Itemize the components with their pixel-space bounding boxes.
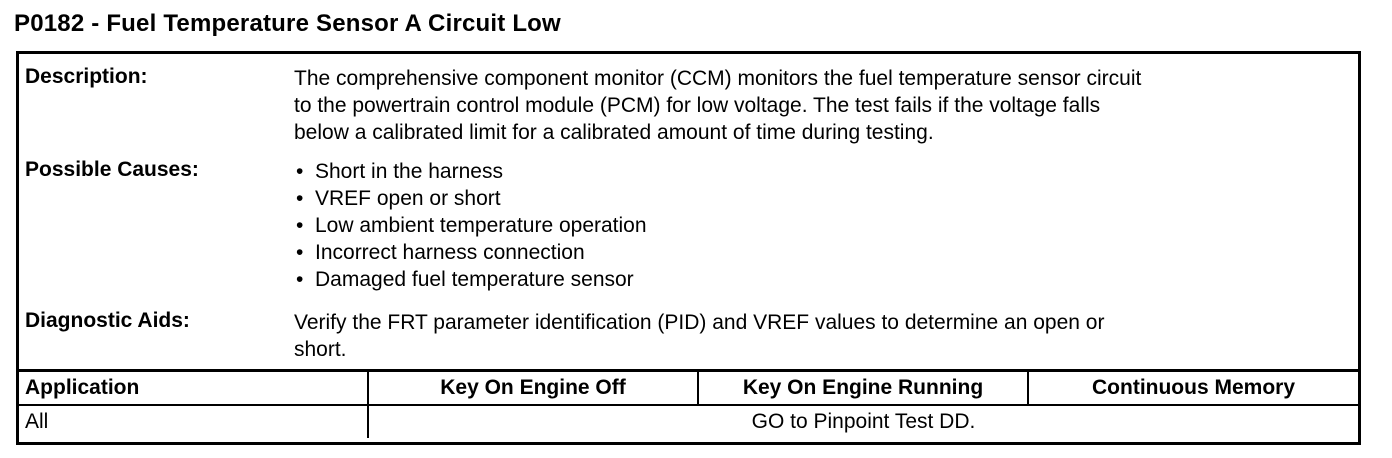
page-title: P0182 - Fuel Temperature Sensor A Circuit Low [14, 10, 561, 37]
description-line: to the powertrain control module (PCM) for low voltage. The test fails if the voltage falls [294, 94, 1101, 117]
description-line: below a calibrated limit for a calibrated amount of time during testing. [294, 121, 934, 144]
header-key-on-engine-off: Key On Engine Off [368, 371, 698, 406]
diagnostic-aids-line: Verify the FRT parameter identification (PID) and VREF values to determine an open or [294, 311, 1105, 334]
diagnostic-aids-label: Diagnostic Aids: [25, 309, 190, 332]
dtc-info-table [16, 51, 1361, 445]
cause-item: • Incorrect harness connection [294, 239, 1344, 266]
description-text [294, 65, 1344, 146]
possible-causes-label: Possible Causes: [25, 158, 199, 181]
possible-causes-content [294, 158, 1344, 293]
application-cell: All [19, 405, 368, 438]
header-continuous-memory: Continuous Memory [1028, 371, 1358, 406]
description-label: Description: [25, 65, 148, 88]
diagnostic-aids-text [294, 309, 1344, 363]
cause-item: • Short in the harness [294, 158, 1344, 185]
cause-item: • Damaged fuel temperature sensor [294, 266, 1344, 293]
header-key-on-engine-running: Key On Engine Running [698, 371, 1028, 406]
possible-causes-list [294, 158, 1344, 293]
application-header-row [19, 371, 1358, 406]
cause-item: • Low ambient temperature operation [294, 212, 1344, 239]
cause-item: • VREF open or short [294, 185, 1344, 212]
header-application: Application [19, 371, 368, 406]
table-row [19, 405, 1358, 438]
diagnostic-aids-line: short. [294, 338, 347, 361]
application-table [19, 369, 1358, 438]
pinpoint-test-cell: GO to Pinpoint Test DD. [368, 405, 1358, 438]
description-line: The comprehensive component monitor (CCM) monitors the fuel temperature sensor circuit [294, 67, 1142, 90]
